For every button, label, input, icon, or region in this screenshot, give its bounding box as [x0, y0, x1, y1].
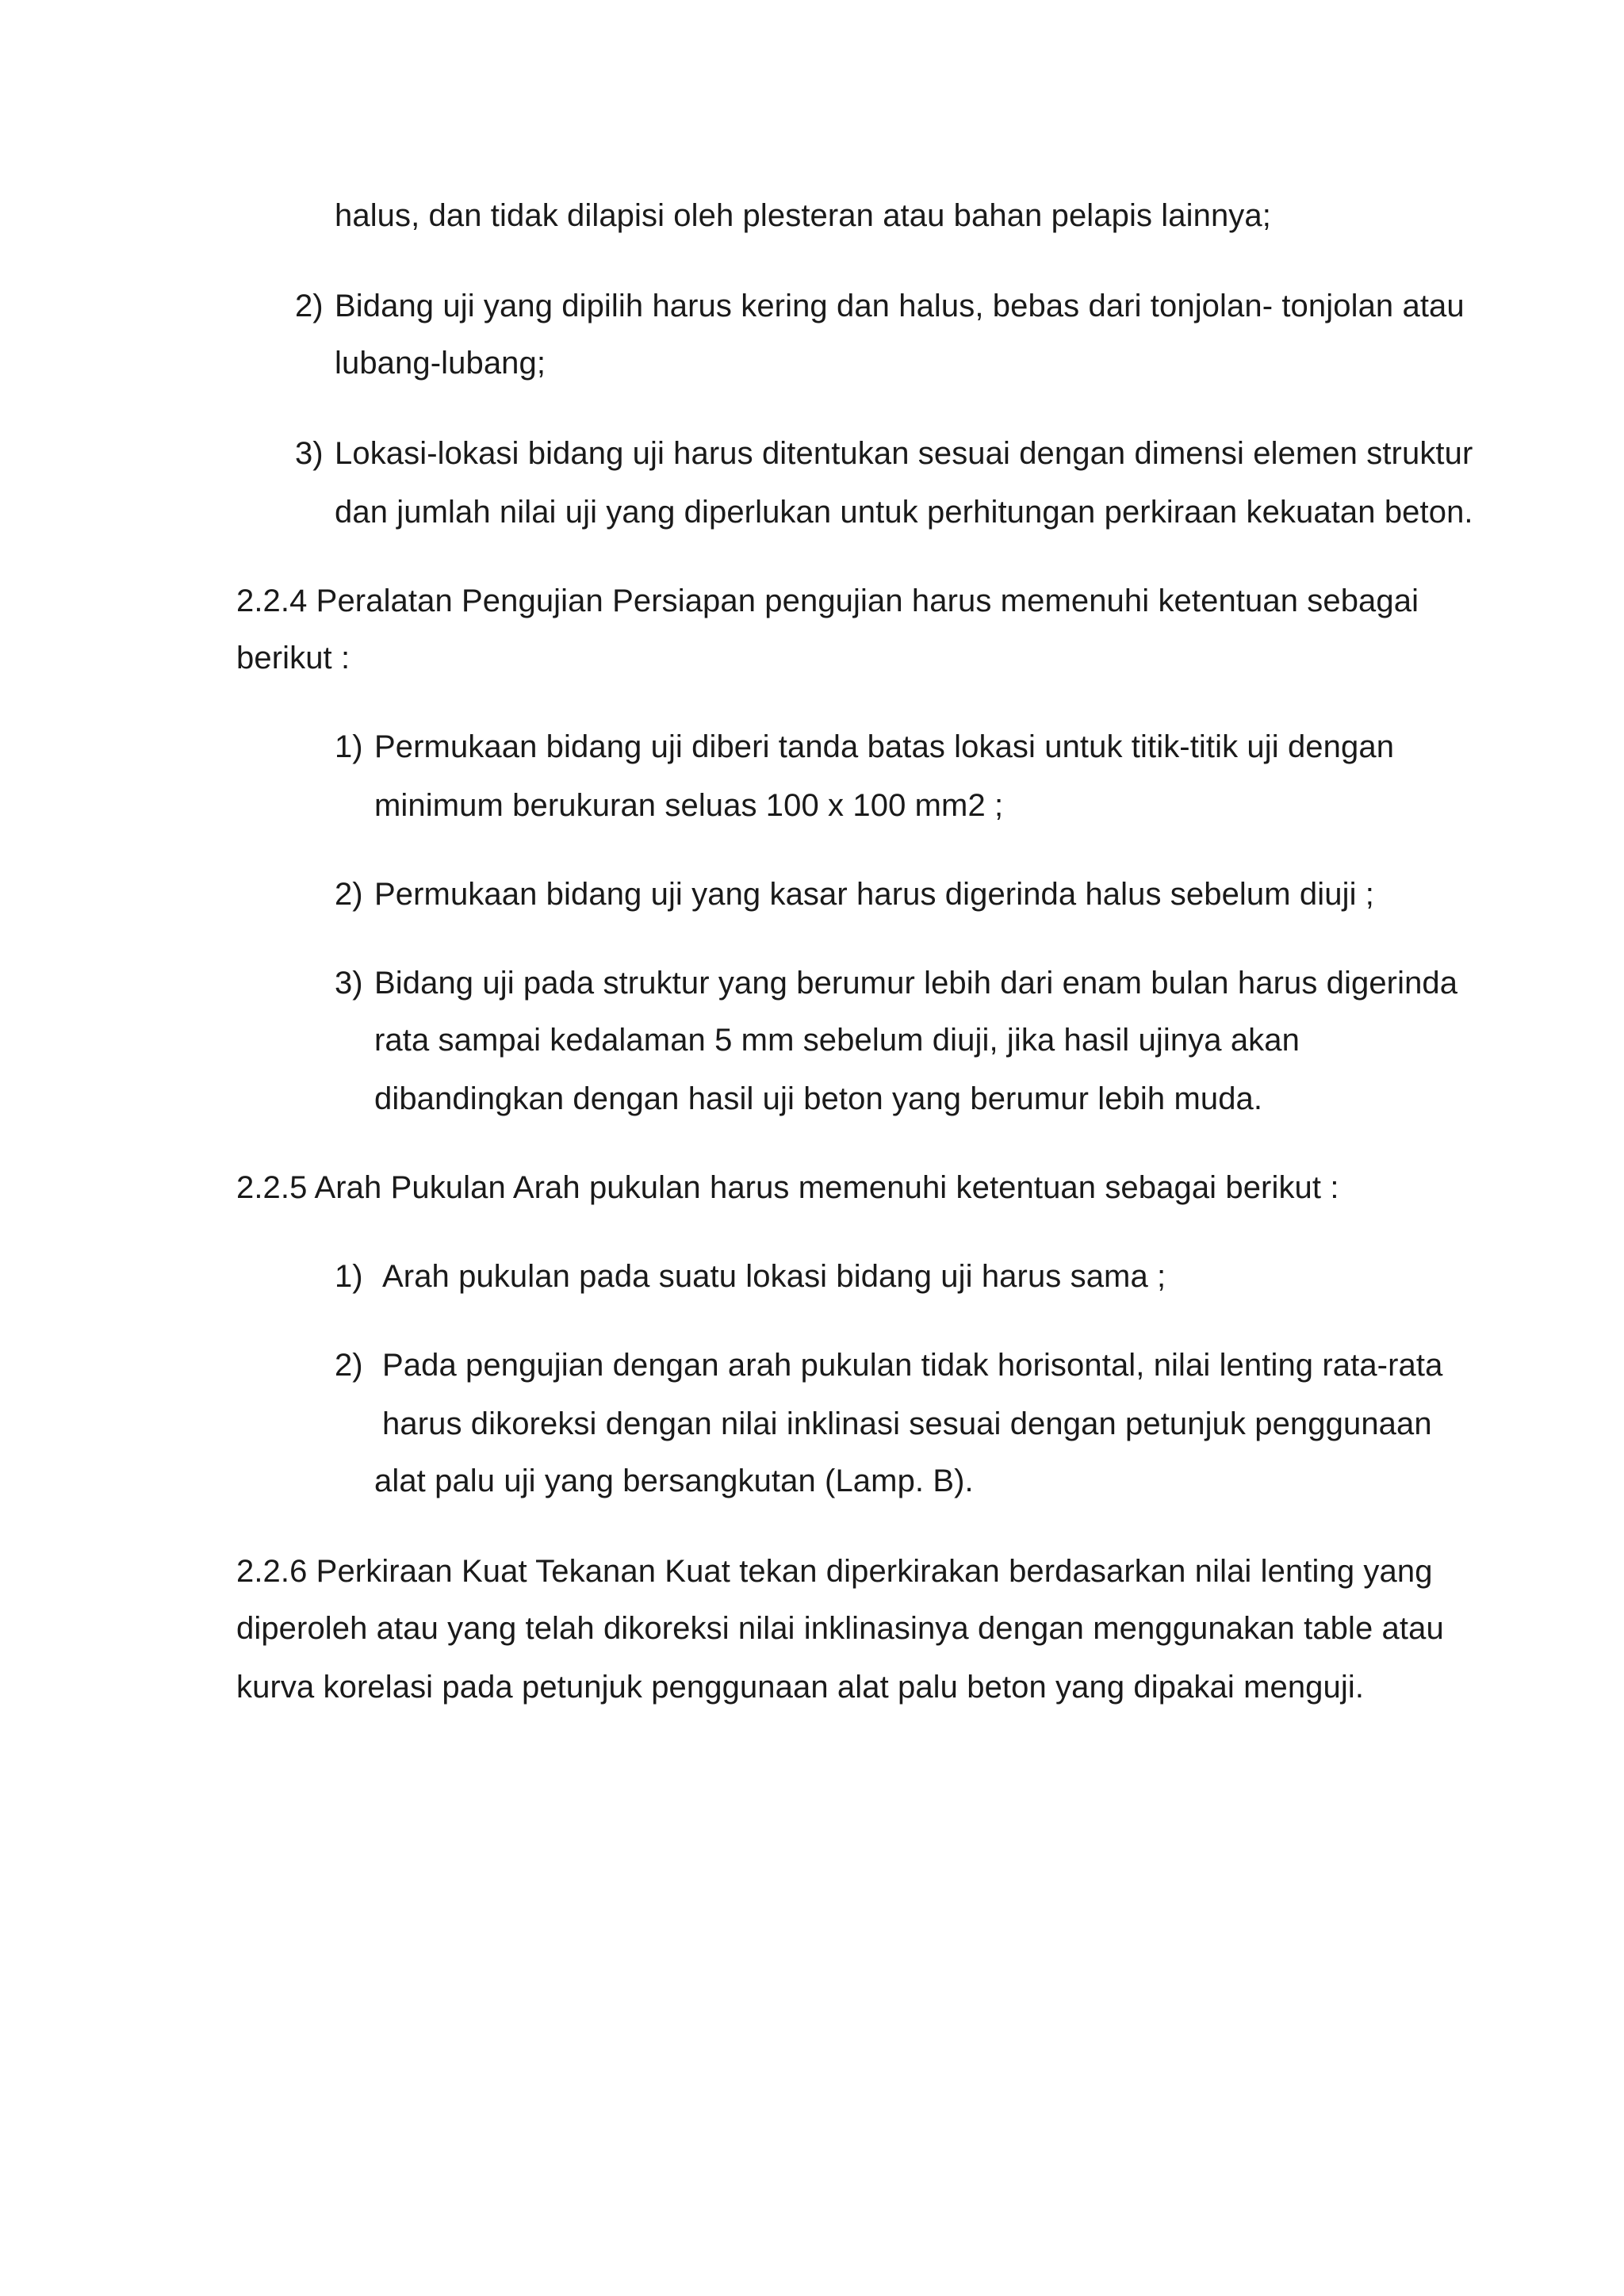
- section-224-item-1-line-2: minimum berukuran seluas 100 x 100 mm2 ;: [374, 788, 1004, 823]
- section-224-item-3-line-1: Bidang uji pada struktur yang berumur lebih dari enam bulan harus digerinda: [374, 966, 1458, 1001]
- section-225-item-1-line-1: Arah pukulan pada suatu lokasi bidang uji harus sama ;: [382, 1259, 1166, 1294]
- section-225-item-2-number: 2): [335, 1348, 363, 1383]
- list-a-item-3-number: 3): [295, 436, 324, 471]
- section-224-heading-line-1: 2.2.4 Peralatan Pengujian Persiapan pengujian harus memenuhi ketentuan sebagai: [236, 584, 1419, 618]
- list-a-item-2-number: 2): [295, 289, 324, 323]
- section-224-item-1-line-1: Permukaan bidang uji diberi tanda batas lokasi untuk titik-titik uji dengan: [374, 729, 1395, 764]
- section-224-item-3-line-3: dibandingkan dengan hasil uji beton yang berumur lebih muda.: [374, 1081, 1263, 1116]
- section-224-item-2-line-1: Permukaan bidang uji yang kasar harus digerinda halus sebelum diuji ;: [374, 877, 1374, 912]
- section-224-item-2-number: 2): [335, 877, 363, 912]
- section-224-heading-line-2: berikut :: [236, 641, 350, 675]
- section-225-item-2-line-3: alat palu uji yang bersangkutan (Lamp. B).: [374, 1464, 974, 1498]
- section-225-item-2-line-2: harus dikoreksi dengan nilai inklinasi sesuai dengan petunjuk penggunaan: [382, 1406, 1432, 1441]
- section-225-item-1-number: 1): [335, 1259, 363, 1294]
- list-a-item-2-line-1: Bidang uji yang dipilih harus kering dan halus, bebas dari tonjolan- tonjolan atau: [335, 289, 1465, 323]
- section-224-item-3-line-2: rata sampai kedalaman 5 mm sebelum diuji, jika hasil ujinya akan: [374, 1023, 1300, 1058]
- section-225-heading-line-1: 2.2.5 Arah Pukulan Arah pukulan harus memenuhi ketentuan sebagai berikut :: [236, 1170, 1339, 1205]
- intro-continuation-line: halus, dan tidak dilapisi oleh plesteran atau bahan pelapis lainnya;: [335, 198, 1271, 233]
- section-226-line-1: 2.2.6 Perkiraan Kuat Tekanan Kuat tekan diperkirakan berdasarkan nilai lenting yang: [236, 1554, 1433, 1589]
- section-226-line-3: kurva korelasi pada petunjuk penggunaan alat palu beton yang dipakai menguji.: [236, 1670, 1365, 1705]
- section-224-item-1-number: 1): [335, 729, 363, 764]
- list-a-item-3-line-1: Lokasi-lokasi bidang uji harus ditentukan sesuai dengan dimensi elemen struktur: [335, 436, 1473, 471]
- list-a-item-3-line-2: dan jumlah nilai uji yang diperlukan untuk perhitungan perkiraan kekuatan beton.: [335, 495, 1473, 530]
- section-224-item-3-number: 3): [335, 966, 363, 1001]
- section-226-line-2: diperoleh atau yang telah dikoreksi nilai inklinasinya dengan menggunakan table atau: [236, 1611, 1444, 1646]
- section-225-item-2-line-1: Pada pengujian dengan arah pukulan tidak horisontal, nilai lenting rata-rata: [382, 1348, 1443, 1383]
- list-a-item-2-line-2: lubang-lubang;: [335, 346, 546, 381]
